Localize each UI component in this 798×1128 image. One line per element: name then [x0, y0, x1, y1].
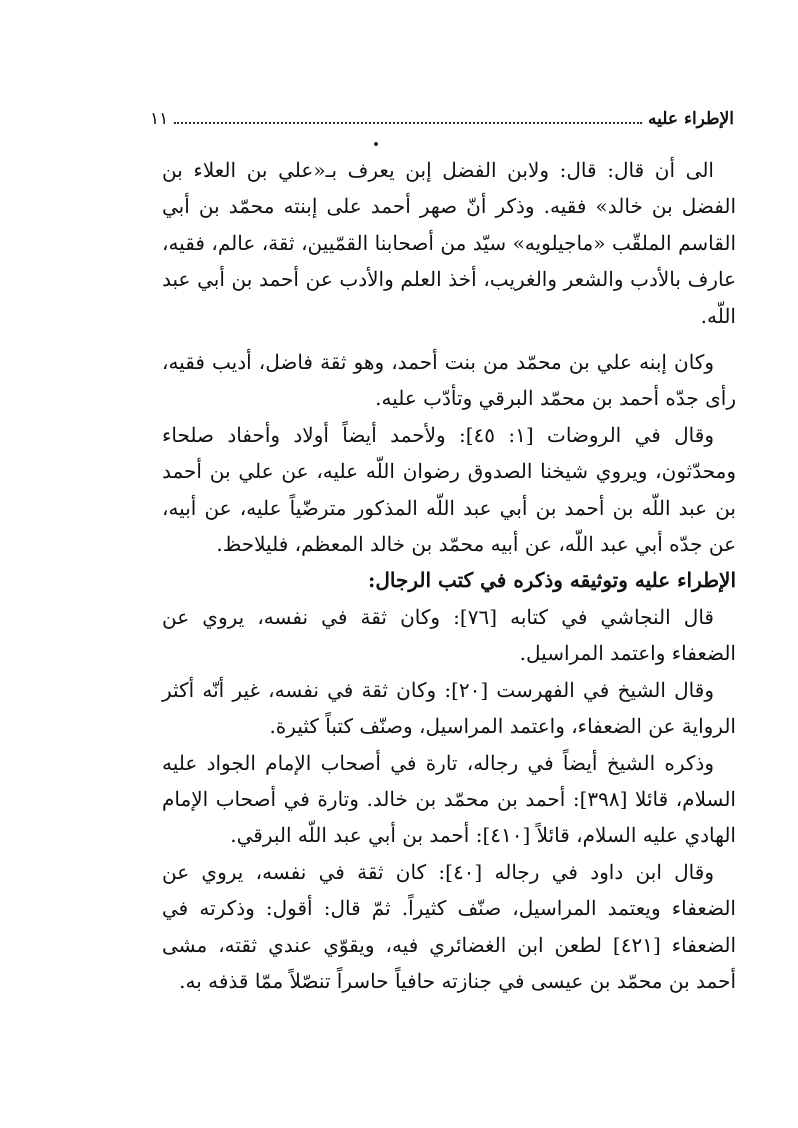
- running-header: [150, 104, 734, 134]
- section-paragraph-1: قال النجاشي في كتابه [٧٦]: وكان ثقة في نفسه، يروي عن الضعفاء واعتمد المراسيل.: [162, 604, 736, 666]
- body-text: [162, 152, 736, 999]
- section-paragraph-4: وقال ابن داود في رجاله [٤٠]: كان ثقة في نفسه، يروي عن الضعفاء ويعتمد المراسيل، صنّف كثيراً. ثمّ قال: أقول: وذكرته في الضعفاء [٤٢١] لطعن ابن الغضائري فيه، ويقوّي عندي ثقته، مشى أحمد بن محمّد بن عيسى في جنازته حافياً حاسراً تنصّلاً ممّا قذفه به.: [162, 859, 736, 993]
- header-dot-leader: [174, 122, 642, 124]
- section-paragraph-2: وقال الشيخ في الفهرست [٢٠]: وكان ثقة في نفسه، غير أنّه أكثر الرواية عن الضعفاء، واعتمد المراسيل، وصنّف كتباً كثيرة.: [162, 677, 736, 739]
- section-heading: الإطراء عليه وتوثيقه وذكره في كتب الرجال:: [367, 568, 736, 593]
- paragraph-2: وكان إبنه علي بن محمّد من بنت أحمد، وهو ثقة فاضل، أديب فقيه، رأى جدّه أحمد بن محمّد البرقي وتأدّب عليه.: [162, 350, 736, 411]
- page-number: ١١: [150, 109, 169, 129]
- paragraph-3: وقال في الروضات [١: ٤٥]: ولأحمد أيضاً أولاد وأحفاد صلحاء ومحدّثون، ويروي شيخنا الصدوق رضوان اللّه عليه، عن علي بن أحمد بن عبد اللّه بن أحمد بن أبي عبد اللّه المذكور مترضّياً عليه، عن أبيه، عن جدّه أبي عبد اللّه، عن أبيه محمّد بن خالد المعظم، فليلاحظ.: [162, 422, 737, 557]
- stray-dot-mark: [374, 142, 378, 146]
- section-paragraph-3: وذكره الشيخ أيضاً في رجاله، تارة في أصحاب الإمام الجواد عليه السلام، قائلا [٣٩٨]: أحمد بن محمّد بن خالد. وتارة في أصحاب الإمام الهادي عليه السلام، قائلاً [٤١٠]: أحمد بن أبي عبد اللّه البرقي.: [162, 750, 736, 848]
- header-title: الإطراء عليه: [648, 109, 734, 129]
- paragraph-1: الى أن قال: قال: ولابن الفضل إبن يعرف بـ«علي بن العلاء بن الفضل بن خالد» فقيه. وذكر أنّ صهر أحمد على إبنته محمّد بن أبي القاسم الملقّب «ماجيلويه» سيّد من أصحابنا القمّيين، ثقة، عالم، فقيه، عارف بالأدب والشعر والغريب، أخذ العلم والأدب عن أحمد بن أبي عبد اللّه.: [162, 158, 736, 328]
